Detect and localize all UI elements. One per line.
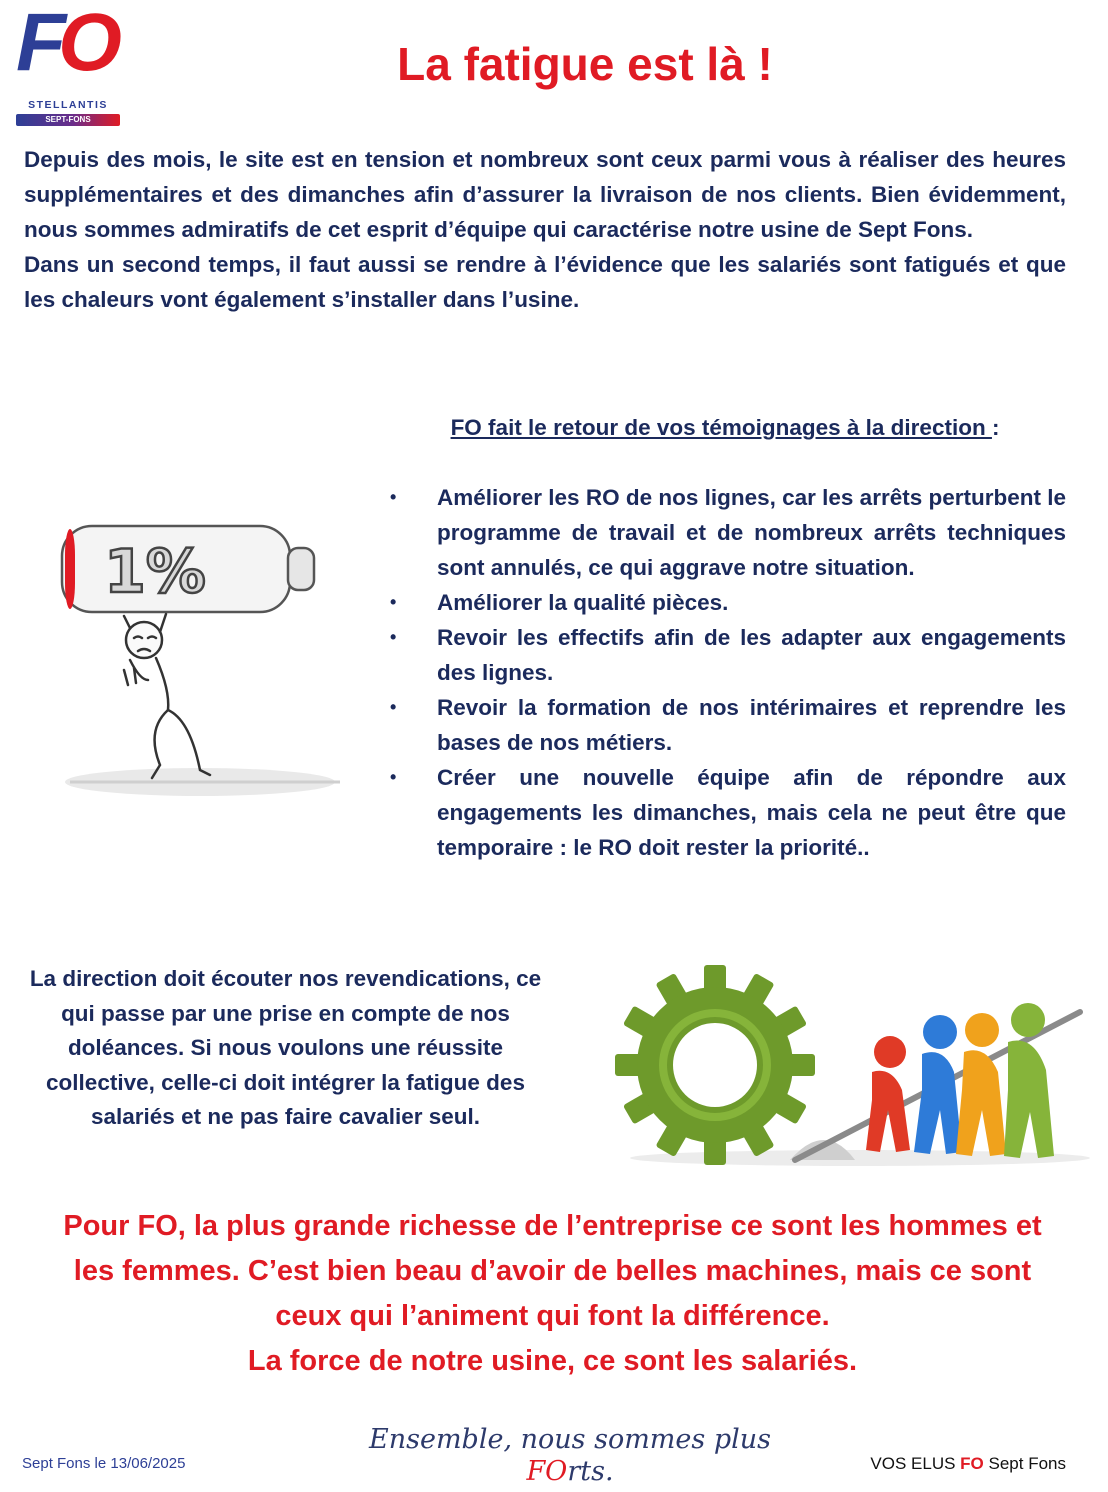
logo-company: STELLANTIS — [28, 99, 108, 111]
list-item — [384, 480, 1066, 585]
fo-stellantis-logo — [14, 0, 122, 128]
conclusion — [60, 1204, 1045, 1384]
battery-icon — [62, 526, 314, 612]
bullet-icon: • — [390, 627, 397, 647]
bullet-icon: • — [390, 697, 397, 717]
list-item-text: Améliorer les RO de nos lignes, car les arrêts perturbent le programme de travail et de nombreux arrêts techniques sont annulés, ce qui aggrave notre situation. — [437, 485, 1066, 580]
conclusion-line-2: La force de notre usine, ce sont les salariés. — [247, 1345, 858, 1377]
people-pushing-icon — [866, 1003, 1054, 1158]
person-orange-icon — [956, 1013, 1006, 1156]
logo-letter-f: F — [16, 0, 59, 88]
signature-suffix: Sept Fons — [983, 1454, 1066, 1473]
feedback-heading — [380, 410, 1070, 445]
slogan-fo: FO — [526, 1456, 568, 1488]
direction-paragraph: La direction doit écouter nos revendications, ce qui passe par une prise en compte de nos doléances. Si nous voulons une réussite collective, celle-ci doit intégrer la fatigue des salariés et ne pas faire cavalier seul. — [29, 966, 542, 1129]
feedback-heading-text: FO fait le retour de vos témoignages à la direction — [450, 415, 992, 440]
gear-teamwork-illustration — [610, 960, 1096, 1170]
slogan-end: rts. — [567, 1456, 614, 1488]
battery-charge-level — [65, 529, 75, 609]
signature-prefix: VOS ELUS — [870, 1454, 961, 1473]
slogan — [360, 1424, 780, 1489]
list-item-text: Créer une nouvelle équipe afin de répondre aux engagements les dimanches, mais cela ne peut être que temporaire : le RO doit rester la priorité.. — [437, 765, 1066, 860]
battery-terminal — [288, 548, 314, 590]
list-item-text: Revoir la formation de nos intérimaires et reprendre les bases de nos métiers. — [437, 695, 1066, 755]
intro-text — [24, 142, 1066, 317]
list-item — [384, 620, 1066, 690]
feedback-list — [384, 480, 1066, 865]
logo-fo-letters — [16, 0, 114, 88]
signature-fo: FO — [960, 1454, 984, 1473]
person-red-icon — [866, 1036, 910, 1152]
list-item — [384, 690, 1066, 760]
list-item-text: Améliorer la qualité pièces. — [437, 590, 729, 615]
list-item — [384, 760, 1066, 865]
feedback-heading-colon: : — [991, 415, 1000, 440]
logo-letter-o: O — [58, 0, 114, 88]
date-text: Sept Fons le 13/06/2025 — [22, 1455, 186, 1472]
gear-icon — [615, 965, 815, 1165]
bullet-icon: • — [390, 487, 397, 507]
person-blue-icon — [914, 1015, 962, 1154]
page-title: La fatigue est là ! — [397, 38, 773, 90]
bullet-icon: • — [390, 592, 397, 612]
intro-paragraph-2: Dans un second temps, il faut aussi se rendre à l’évidence que les salariés sont fatigués et que les chaleurs vont également s’installer dans l’usine. — [24, 252, 1066, 312]
intro-paragraph-1: Depuis des mois, le site est en tension et nombreux sont ceux parmi vous à réaliser des heures supplémentaires et des dimanches afin d’assurer la livraison de nos clients. Bien évidemment, nous sommes admiratifs de cet esprit d’équipe qui caractérise notre usine de Sept Fons. — [24, 147, 1066, 242]
list-item-text: Revoir les effectifs afin de les adapter aux engagements des lignes. — [437, 625, 1066, 685]
conclusion-line-1: Pour FO, la plus grande richesse de l’entreprise ce sont les hommes et les femmes. C’est bien beau d’avoir de belles machines, mais ce sont ceux qui l’animent qui font la différence. — [63, 1210, 1042, 1332]
tired-person-icon — [124, 614, 210, 778]
slogan-text: Ensemble, nous sommes plus — [369, 1424, 771, 1455]
bullet-icon: • — [390, 767, 397, 787]
tired-person-battery-illustration — [60, 520, 350, 810]
battery-percent-label: 1% — [104, 537, 206, 607]
logo-site: SEPT-FONS — [16, 114, 120, 126]
signature — [870, 1454, 1066, 1474]
list-item — [384, 585, 1066, 620]
